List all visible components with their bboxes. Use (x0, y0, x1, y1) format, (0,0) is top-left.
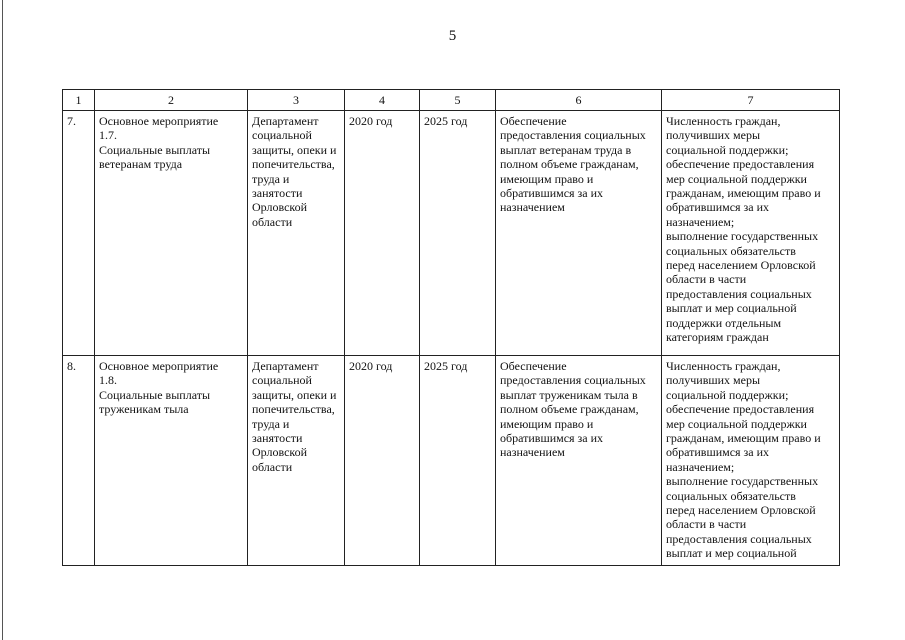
end-year: 2025 год (424, 114, 468, 128)
expected-result: Обеспечение предоставления социальных выплат ветеранам труда в полном объеме гражданам, имеющим право и обратившимся за их назначением (500, 114, 646, 215)
column-header-6: 6 (496, 90, 662, 111)
measure-cell (95, 111, 248, 356)
page-number: 5 (448, 28, 457, 44)
row-number-cell (63, 356, 95, 566)
expected-result: Обеспечение предоставления социальных выплат труженикам тыла в полном объеме гражданам, имеющим право и обратившимся за их назначением (500, 359, 646, 460)
start-year-cell (345, 356, 420, 566)
row-number: 8. (67, 359, 76, 373)
measure-cell (95, 356, 248, 566)
executor-name: Департамент социальной защиты, опеки и попечительства, труда и занятости Орловской области (252, 114, 337, 229)
page-edge-line (2, 0, 3, 640)
executor-cell (248, 111, 345, 356)
measure-name: Основное мероприятие 1.8. Социальные выплаты труженикам тыла (99, 359, 219, 417)
indicators: Численность граждан, получивших меры социальной поддержки; обеспечение предоставления мер социальной поддержки гражданам, имеющим право и обратившимся за их назначением; выполнение государственных социальных обязательств перед населением Орловской области в части предоставления социальных выплат и мер социальной поддержки отдельным категориям граждан (666, 114, 821, 345)
measures-table (62, 89, 840, 566)
executor-cell (248, 356, 345, 566)
expected-result-cell (496, 111, 662, 356)
start-year: 2020 год (349, 114, 393, 128)
indicators-cell (662, 111, 840, 356)
column-header-5: 5 (420, 90, 496, 111)
table-header-row (63, 90, 840, 111)
row-number: 7. (67, 114, 76, 128)
column-header-2: 2 (95, 90, 248, 111)
executor-name: Департамент социальной защиты, опеки и попечительства, труда и занятости Орловской области (252, 359, 337, 474)
expected-result-cell (496, 356, 662, 566)
table-row (63, 111, 840, 356)
end-year: 2025 год (424, 359, 468, 373)
indicators: Численность граждан, получивших меры социальной поддержки; обеспечение предоставления мер социальной поддержки гражданам, имеющим право и обратившимся за их назначением; выполнение государственных социальных обязательств перед населением Орловской области в части предоставления социальных выплат и мер социальной (666, 359, 821, 560)
indicators-cell (662, 356, 840, 566)
column-header-4: 4 (345, 90, 420, 111)
end-year-cell (420, 356, 496, 566)
table-row (63, 356, 840, 566)
column-header-3: 3 (248, 90, 345, 111)
row-number-cell (63, 111, 95, 356)
column-header-7: 7 (662, 90, 840, 111)
end-year-cell (420, 111, 496, 356)
measure-name: Основное мероприятие 1.7. Социальные выплаты ветеранам труда (99, 114, 219, 172)
start-year: 2020 год (349, 359, 393, 373)
start-year-cell (345, 111, 420, 356)
column-header-1: 1 (63, 90, 95, 111)
